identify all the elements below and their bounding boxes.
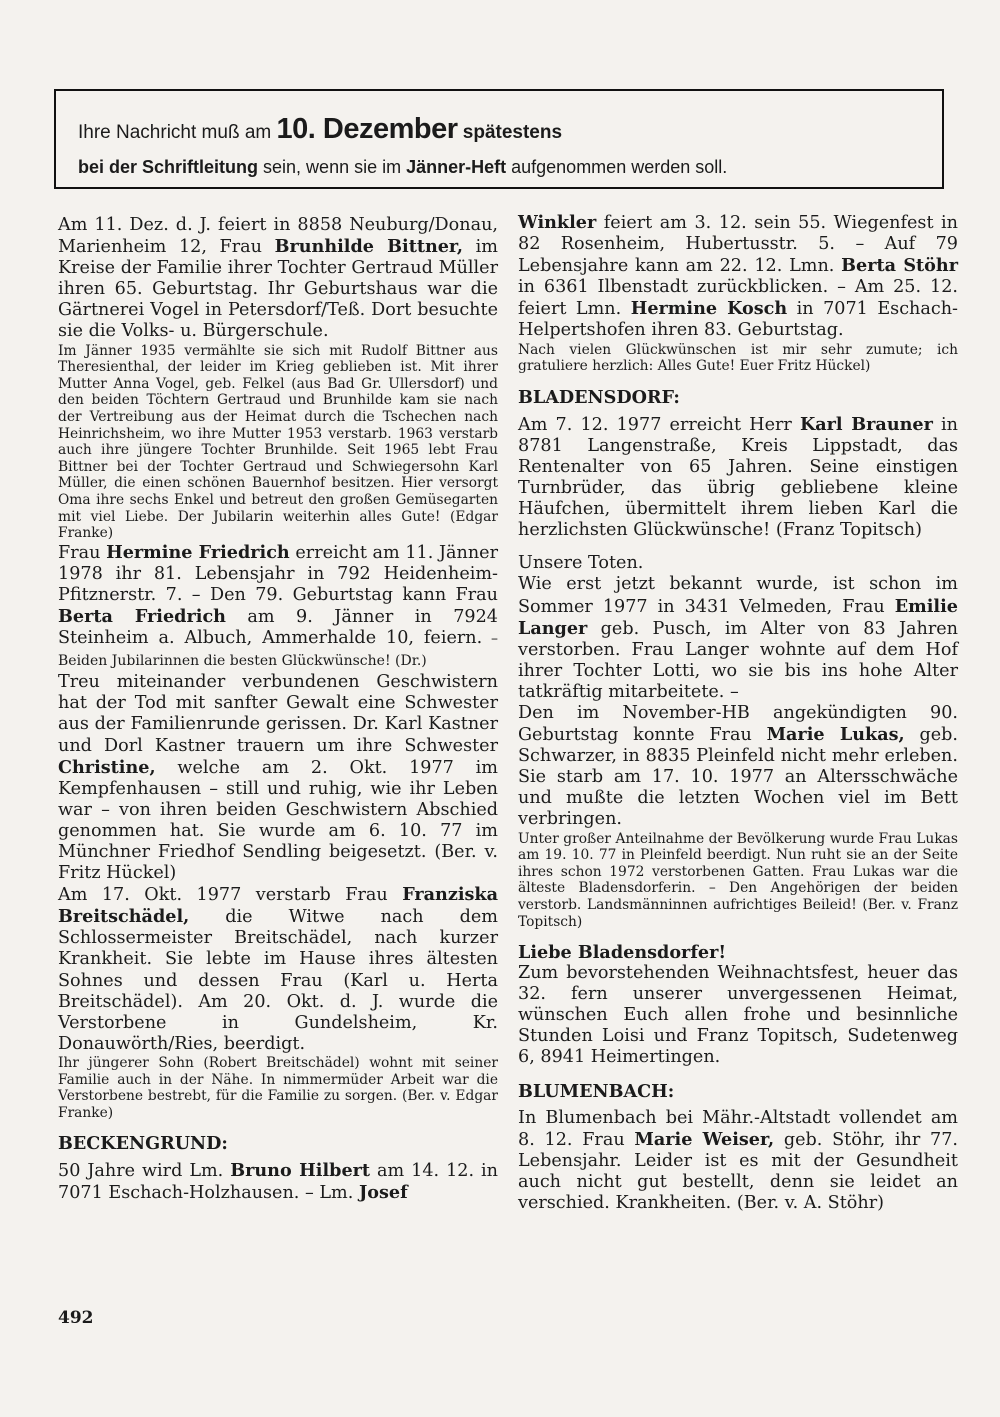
text: erreicht am 11. Jänner 1978 ihr 81. Lebensjahr in 792 Heidenheim-Pfitznerstr. 7. – Den 79. Geburtstag kann Frau xyxy=(58,542,499,605)
text: in 6361 Ilbenstadt zurückblicken. – Am 25. 12. feiert Lmn. xyxy=(518,277,958,320)
article-breitschaedel xyxy=(58,884,498,1055)
notice-lead: Ihre Nachricht muß am xyxy=(78,122,277,143)
article-weihnachten: Zum bevorstehenden Weihnachtsfest, heuer das 32. fern unserer unvergessenen Heimat, wünschen Euch allen frohe und besinnliche Stunden Loisi und Franz Topitsch, Sudetenweg 6, 8941 Heimertingen. xyxy=(518,963,958,1068)
article-bittner-small: Im Jänner 1935 vermählte sie sich mit Rudolf Bittner aus Theresienthal, der leider im Krieg geblieben ist. Mit ihrer Mutter Anna Vogel, geb. Felkel (aus Bad Gr. Ullersdorf) und den beiden Töchtern Gertraud und Brunhilde kam sie nach der Vertreibung aus der Heimat durch die Tschechen nach Heinrichsheim, wo ihre Mutter 1953 verstarb. 1963 verstarb auch ihre jüngere Tochter Brunhilde. Seit 1965 lebt Frau Bittner bei der Tochter Gertraud und Schwiegersohn Karl Müller, die einen schönen Bauernhof besitzen. Hier versorgt Oma ihre sechs Enkel und betreut den großen Gemüsegarten mit viel Liebe. Der Jubilarin weiterhin alles Gute! (Edgar Franke) xyxy=(58,342,498,542)
article-brauner xyxy=(518,414,958,542)
name-berta-stoehr: Berta Stöhr xyxy=(841,255,958,277)
notice-end: aufgenommen werden soll. xyxy=(506,157,728,177)
heading-blumenbach: BLUMENBACH: xyxy=(518,1080,675,1102)
text: geb. Pusch, im Alter von 83 Jahren verstorben. Frau Langer wohnte auf dem Hof ihrer Tochter Lotti, wo sie bis ins hohe Alter tatkräftig mitarbeitete. – xyxy=(518,618,958,702)
text: In Blumenbach bei Mähr.-Altstadt vollendet am 8. 12. Frau xyxy=(518,1107,958,1150)
article-winkler xyxy=(518,212,958,342)
article-winkler-small: Nach vielen Glückwünschen ist mir sehr zumute; ich gratuliere herzlich: Alles Gute! Euer Fritz Hückel) xyxy=(518,341,958,375)
article-langer xyxy=(518,574,958,703)
notice-mid: sein, wenn sie im xyxy=(258,157,407,177)
name-hermine-kosch: Hermine Kosch xyxy=(630,298,788,320)
text: in 7071 Eschach-Helpertshofen ihren 83. Geburtstag. xyxy=(518,299,958,341)
text: Wie erst jetzt bekannt wurde, ist schon im Sommer 1977 in 3431 Velmeden, Frau xyxy=(518,574,958,617)
heading-bladensdorf: BLADENSDORF: xyxy=(518,386,680,408)
name-lukas: Marie Lukas, xyxy=(766,724,905,746)
name-josef: Josef xyxy=(358,1182,408,1204)
text: Am 11. Dez. d. J. feiert in 8858 Neuburg/Donau, Marienheim 12, Frau xyxy=(58,215,498,258)
text: am 9. Jänner in 7924 Steinheim a. Albuch, Ammerhalde 10, feiern. xyxy=(58,606,498,649)
text: feiert am 3. 12. sein 55. Wiegenfest in 82 Rosenheim, Hubertusstr. 5. – Auf 79 Lebensjahre kann am 22. 12. Lmn. xyxy=(518,213,958,277)
left-column xyxy=(58,215,498,1205)
text xyxy=(518,375,958,387)
text xyxy=(518,1069,958,1081)
notice-schriftleitung: bei der Schriftleitung xyxy=(78,157,259,177)
text: – Beiden Jubilarinnen die besten Glückwünsche! (Dr.) xyxy=(58,631,498,670)
notice-date: 10. Dezember xyxy=(276,113,458,145)
text: Treu miteinander verbundenen Geschwistern hat der Tod mit sanfter Gewalt eine Schwester aus der Familienrunde gerissen. Dr. Karl Kastner und Dorl Kastner trauern um ihre Schwester xyxy=(58,672,498,756)
article-bittner xyxy=(58,215,498,343)
unsere-toten-title: Unsere Toten. xyxy=(518,553,644,574)
text: Am 17. Okt. 1977 verstarb Frau xyxy=(58,885,403,906)
text xyxy=(518,930,958,942)
name-christine: Christine, xyxy=(58,756,156,778)
right-column xyxy=(518,212,958,1214)
text: in 8781 Langenstraße, Kreis Lippstadt, das Rentenalter von 65 Jahren. Seine einstigen Turnbrüder, das übrig gebliebene kleine Häufchen, übermittelt ihrem lieben Karl die herzlichsten Glückwünsche! (Franz Topitsch) xyxy=(518,414,958,541)
text: Den im November-HB angekündigten 90. Geburtstag konnte Frau xyxy=(518,702,958,746)
name-breitschaedel: Franziska Breitschädel, xyxy=(58,884,498,928)
notice-jaenner-heft: Jänner-Heft xyxy=(406,157,507,177)
article-weiser xyxy=(518,1108,958,1214)
text: im Kreise der Familie ihrer Tochter Gertraud Müller ihren 65. Geburtstag. Ihr Geburtshaus war die Gärtnerei Vogel in Petersdorf/Teß. Dort besuchte sie die Volks- u. Bürgerschule. xyxy=(58,237,498,342)
heading-liebe-bladensdorfer: Liebe Bladensdorfer! xyxy=(518,942,727,964)
article-lukas xyxy=(518,703,958,831)
page-number: 492 xyxy=(58,1308,94,1328)
text xyxy=(518,541,958,553)
name-brauner: Karl Brauner xyxy=(799,413,933,435)
text: Am 7. 12. 1977 erreicht Herr xyxy=(518,414,800,435)
heading-beckengrund: BECKENGRUND: xyxy=(58,1133,228,1155)
name-berta-friedrich: Berta Friedrich xyxy=(58,605,226,627)
name-bittner: Brunhilde Bittner, xyxy=(274,236,464,258)
deadline-notice-box xyxy=(54,89,944,189)
text: Frau xyxy=(58,542,107,563)
text xyxy=(58,1121,498,1133)
text: am 14. 12. in 7071 Eschach-Holzhausen. – Lm. xyxy=(58,1161,498,1204)
article-breitschaedel-small: Ihr jüngerer Sohn (Robert Breitschädel) wohnt mit seiner Familie auch in der Nähe. In nimmermüder Arbeit war die Verstorbene bestrebt, für die Familie zu sorgen. (Ber. v. Edgar Franke) xyxy=(58,1054,498,1121)
article-lukas-small: Unter großer Anteilnahme der Bevölkerung wurde Frau Lukas am 19. 10. 77 in Pleinfeld beerdigt. Nun ruht sie an der Seite ihres schon 1972 verstorbenen Gatten. Frau Lukas war die älteste Bladensdorferin. – Den Angehörigen der beiden verstorb. Landsmänninnen aufrichtiges Beileid! (Ber. v. Franz Topitsch) xyxy=(518,830,958,930)
text: geb. Stöhr, ihr 77. Lebensjahr. Leider ist es mit der Gesundheit auch nicht gut bestellt, denn sie leidet an verschied. Krankheiten. (Ber. v. A. Stöhr) xyxy=(518,1129,958,1213)
notice-line-2 xyxy=(78,157,727,178)
name-weiser: Marie Weiser, xyxy=(634,1128,775,1150)
article-hilbert xyxy=(58,1160,498,1204)
name-hermine-friedrich: Hermine Friedrich xyxy=(106,541,290,563)
notice-after-date: spätestens xyxy=(457,122,563,143)
name-langer: Emilie Langer xyxy=(518,595,958,639)
text: 50 Jahre wird Lm. xyxy=(58,1161,231,1182)
article-friedrich xyxy=(58,542,498,673)
article-kastner xyxy=(58,672,498,884)
text: welche am 2. Okt. 1977 im Kempfenhausen – still und ruhig, wie ihr Leben war – von ihren beiden Geschwistern Abschied genommen hat. Sie wurde am 6. 10. 77 im Münchner Friedhof Sendling beigesetzt. (Ber. v. Fritz Hückel) xyxy=(58,757,498,884)
name-hilbert: Bruno Hilbert xyxy=(230,1160,371,1182)
name-winkler: Winkler xyxy=(518,212,597,233)
notice-line-1 xyxy=(78,113,562,146)
text: geb. Schwarzer, in 8835 Pleinfeld nicht mehr erleben. Sie starb am 17. 10. 1977 an Altersschwäche und mußte die letzten Wochen viel im Bett verbringen. xyxy=(518,725,958,830)
text: die Witwe nach dem Schlossermeister Breitschädel, nach kurzer Krankheit. Sie lebte im Hause ihres ältesten Sohnes und dessen Frau (Karl u. Herta Breitschädel). Am 20. Okt. d. J. wurde die Verstorbene in Gundelsheim, Kr. Donauwörth/Ries, beerdigt. xyxy=(58,907,498,1054)
